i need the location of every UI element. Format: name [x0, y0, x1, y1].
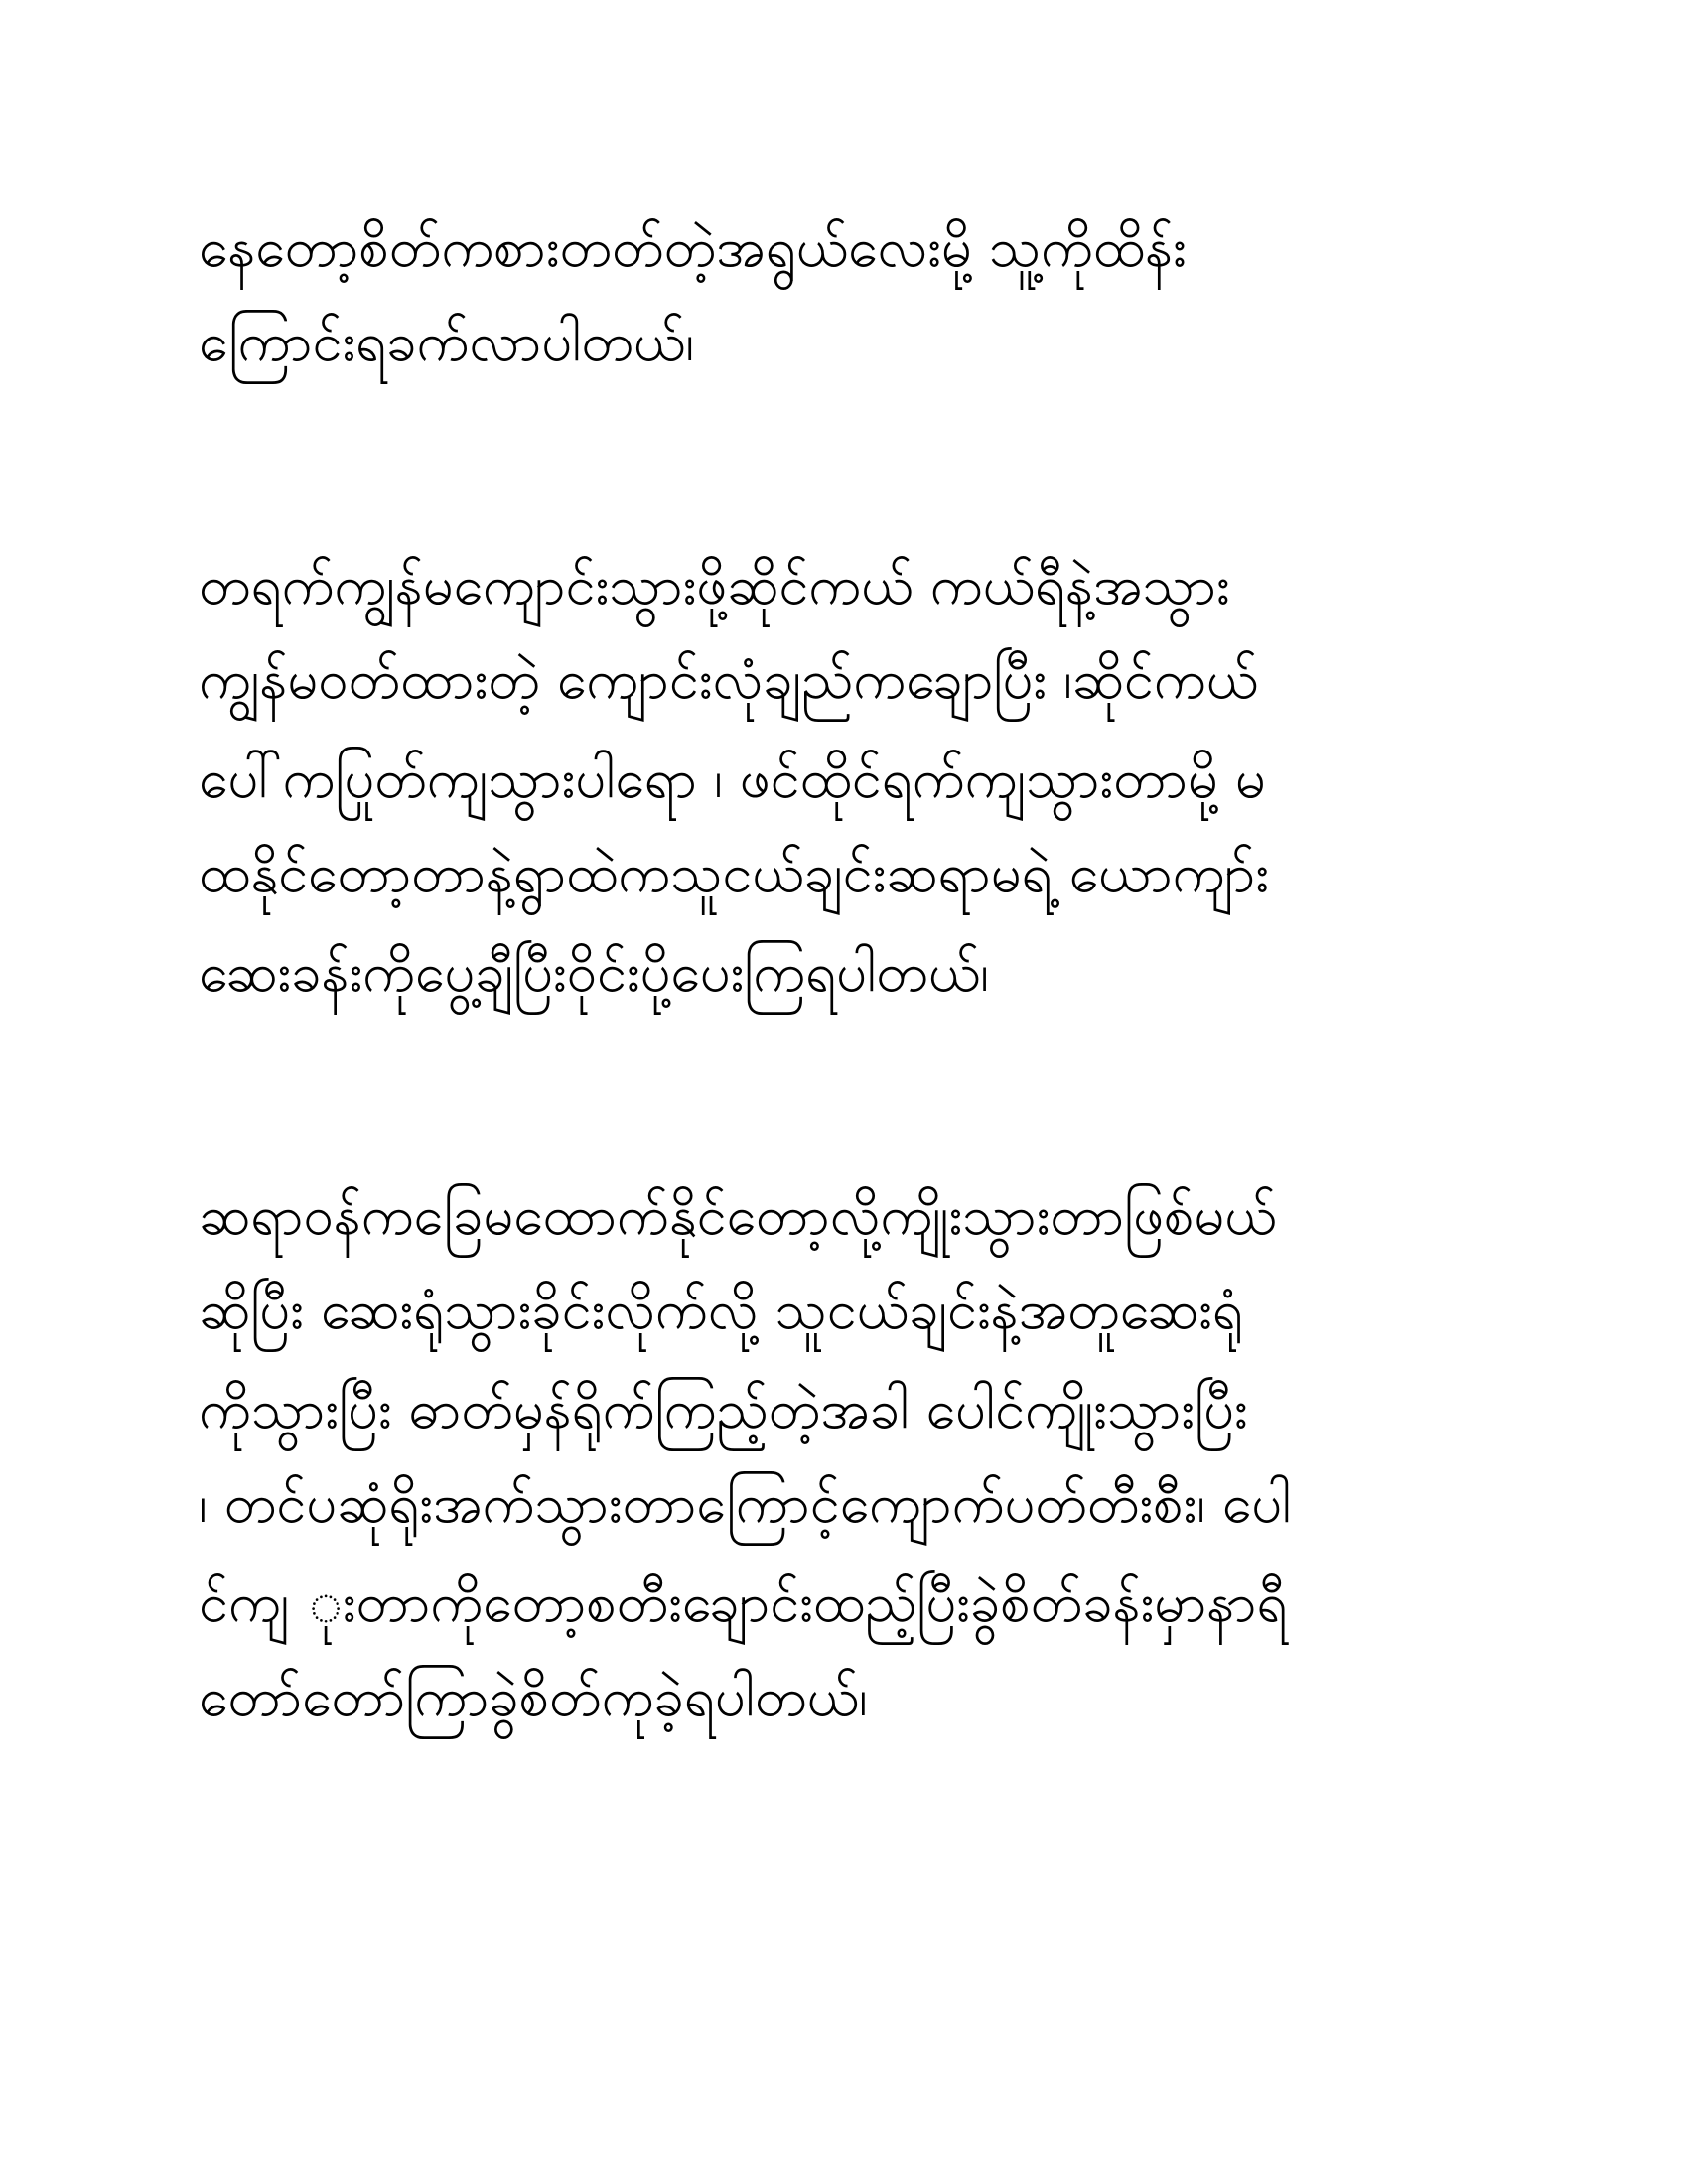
paragraph-line: ဆရာဝန်ကခြေမထောက်နိုင်တော့လို့ကျိုးသွားတာဖြစ်မယ် [199, 1184, 1277, 1247]
paragraph-line: ၊ တင်ပဆုံရိုးအက်သွားတာကြောင့်ကျောက်ပတ်တီးစီး၊ ပေါ [199, 1472, 1292, 1535]
paragraph-line: ဆိုပြီး ဆေးရုံသွားခိုင်းလိုက်လို့ သူငယ်ချင်းနဲ့အတူဆေးရုံ [199, 1279, 1243, 1341]
paragraph-line: နေတော့စိတ်ကစားတတ်တဲ့အရွယ်လေးမို့ သူ့ကိုထိန်း [199, 216, 1187, 279]
paragraph-line: ပေါ်ကပြုတ်ကျသွားပါရော ၊ ဖင်ထိုင်ရက်ကျသွားတာမို့ မ [199, 748, 1266, 810]
paragraph-line: ကျွန်မဝတ်ထားတဲ့ ကျောင်းလုံချည်ကချောပြီး ၊ဆိုင်ကယ် [199, 648, 1259, 711]
paragraph-line: င်ကျ ုးတာကိုတော့စတီးချောင်းထည့်ပြီးခွဲစိတ်ခန်းမှာနာရီ [199, 1571, 1288, 1634]
paragraph-line: တရက်ကျွန်မကျောင်းသွားဖို့ဆိုင်ကယ် ကယ်ရီနဲ့အသွား [199, 554, 1230, 616]
paragraph-line: ကြောင်းရခက်လာပါတယ်၊ [199, 311, 694, 373]
paragraph-line: တော်တော်ကြာခွဲစိတ်ကုခဲ့ရပါတယ်၊ [199, 1666, 868, 1728]
paragraph-line: ဆေးခန်းကိုပွေ့ချီပြီးဝိုင်းပို့ပေးကြရပါတယ်၊ [199, 941, 989, 1004]
paragraph-line: ထနိုင်တော့တာနဲ့ရွာထဲကသူငယ်ချင်းဆရာမရဲ့ ယောကျာ်း [199, 842, 1269, 904]
paragraph-line: ကိုသွားပြီး ဓာတ်မှန်ရိုက်ကြည့်တဲ့အခါ ပေါင်ကျိုးသွားပြီး [199, 1378, 1248, 1440]
